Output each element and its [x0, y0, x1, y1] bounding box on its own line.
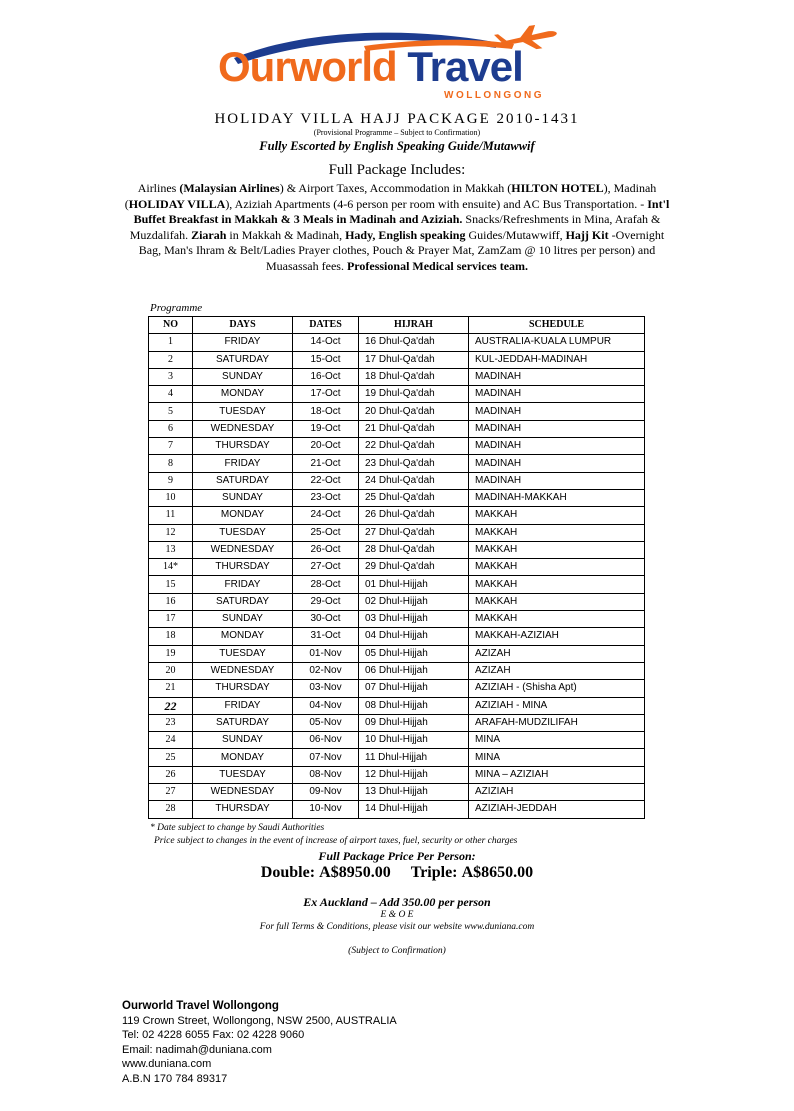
cell-hijrah: 23 Dhul-Qa'dah — [359, 455, 469, 472]
cell-hijrah: 21 Dhul-Qa'dah — [359, 420, 469, 437]
includes-part: HILTON HOTEL — [511, 181, 604, 195]
cell-date: 04-Nov — [293, 697, 359, 714]
table-row — [149, 680, 645, 697]
cell-date: 14-Oct — [293, 334, 359, 351]
includes-part: Hajj Kit — [565, 227, 609, 242]
cell-hijrah: 13 Dhul-Hijjah — [359, 784, 469, 801]
table-row — [149, 784, 645, 801]
cell-no: 27 — [149, 784, 193, 801]
includes-text — [122, 181, 672, 275]
cell-no: 11 — [149, 507, 193, 524]
table-row — [149, 541, 645, 558]
cell-hijrah: 16 Dhul-Qa'dah — [359, 334, 469, 351]
cell-schedule: MAKKAH — [469, 541, 645, 558]
cell-no: 9 — [149, 472, 193, 489]
table-row — [149, 749, 645, 766]
cell-date: 25-Oct — [293, 524, 359, 541]
price-line — [0, 864, 794, 882]
col-header-schedule: SCHEDULE — [469, 317, 645, 334]
cell-schedule: MADINAH — [469, 420, 645, 437]
cell-date: 03-Nov — [293, 680, 359, 697]
includes-part: -Overnight Bag, Man's Ihram & Belt/Ladies Prayer clothes, Pouch & Prayer Mat, ZamZam @ 10 litres per person) and Muasassah fees. — [138, 227, 665, 273]
cell-day: SUNDAY — [193, 611, 293, 628]
table-row — [149, 386, 645, 403]
cell-day: TUESDAY — [193, 766, 293, 783]
cell-no: 8 — [149, 455, 193, 472]
table-header-row — [149, 317, 645, 334]
footer-company-name: Ourworld Travel Wollongong — [122, 1000, 279, 1012]
logo-word-ourworld: Ourworld — [218, 43, 397, 90]
cell-schedule: AZIZIAH - MINA — [469, 697, 645, 714]
includes-part: Snacks/Refreshments in Mina, Arafah & Muzdalifah. — [129, 212, 661, 242]
footer-abn: A.B.N 170 784 89317 — [122, 1072, 228, 1085]
price-heading: Full Package Price Per Person: — [318, 849, 476, 863]
cell-schedule: MADINAH — [469, 438, 645, 455]
auckland-surcharge: Ex Auckland – Add 350.00 per person — [303, 895, 491, 909]
escort-subtitle: Fully Escorted by English Speaking Guide/Mutawwif — [259, 139, 535, 153]
price-note: Price subject to changes in the event of increase of airport taxes, fuel, security or other charges — [154, 836, 518, 846]
cell-hijrah: 18 Dhul-Qa'dah — [359, 368, 469, 385]
subject-note: (Subject to Confirmation) — [348, 946, 446, 956]
cell-date: 21-Oct — [293, 455, 359, 472]
cell-date: 27-Oct — [293, 559, 359, 576]
cell-day: WEDNESDAY — [193, 541, 293, 558]
cell-date: 07-Nov — [293, 749, 359, 766]
cell-schedule: MAKKAH — [469, 576, 645, 593]
cell-hijrah: 14 Dhul-Hijjah — [359, 801, 469, 818]
includes-part: ), Madinah ( — [124, 181, 657, 211]
table-row — [149, 611, 645, 628]
cell-schedule: MADINAH — [469, 368, 645, 385]
table-body — [149, 334, 645, 818]
cell-no: 12 — [149, 524, 193, 541]
price-double: Double: A$8950.00 — [260, 864, 391, 881]
cell-no: 3 — [149, 368, 193, 385]
cell-no: 2 — [149, 351, 193, 368]
eoe-note: E & O E — [380, 910, 414, 920]
date-note: * Date subject to change by Saudi Authorities — [150, 823, 325, 833]
includes-part: Guides/Mutawwiff, — [465, 227, 566, 242]
cell-schedule: MADINAH-MAKKAH — [469, 489, 645, 506]
cell-schedule: MAKKAH — [469, 611, 645, 628]
price-triple: Triple: A$8650.00 — [410, 864, 534, 881]
cell-schedule: KUL-JEDDAH-MADINAH — [469, 351, 645, 368]
cell-day: FRIDAY — [193, 697, 293, 714]
cell-no: 20 — [149, 662, 193, 679]
cell-day: WEDNESDAY — [193, 662, 293, 679]
cell-hijrah: 25 Dhul-Qa'dah — [359, 489, 469, 506]
cell-schedule: MINA – AZIZIAH — [469, 766, 645, 783]
cell-day: TUESDAY — [193, 645, 293, 662]
cell-schedule: MAKKAH — [469, 507, 645, 524]
cell-no: 22 — [149, 697, 193, 714]
cell-date: 29-Oct — [293, 593, 359, 610]
cell-date: 24-Oct — [293, 507, 359, 524]
col-header-hijrah: HIJRAH — [359, 317, 469, 334]
cell-hijrah: 01 Dhul-Hijjah — [359, 576, 469, 593]
table-row — [149, 472, 645, 489]
table-row — [149, 351, 645, 368]
logo-wordmark — [218, 43, 523, 90]
includes-heading: Full Package Includes: — [328, 162, 466, 178]
cell-day: FRIDAY — [193, 334, 293, 351]
cell-schedule: AUSTRALIA-KUALA LUMPUR — [469, 334, 645, 351]
cell-date: 31-Oct — [293, 628, 359, 645]
table-row — [149, 368, 645, 385]
table-row — [149, 576, 645, 593]
cell-date: 26-Oct — [293, 541, 359, 558]
cell-no: 4 — [149, 386, 193, 403]
cell-day: MONDAY — [193, 386, 293, 403]
cell-date: 17-Oct — [293, 386, 359, 403]
cell-date: 10-Nov — [293, 801, 359, 818]
cell-no: 15 — [149, 576, 193, 593]
cell-date: 06-Nov — [293, 732, 359, 749]
table-row — [149, 455, 645, 472]
col-header-no: NO — [149, 317, 193, 334]
table-row — [149, 801, 645, 818]
cell-no: 7 — [149, 438, 193, 455]
cell-schedule: MADINAH — [469, 386, 645, 403]
cell-hijrah: 06 Dhul-Hijjah — [359, 662, 469, 679]
contact-footer — [122, 999, 397, 1087]
cell-date: 08-Nov — [293, 766, 359, 783]
cell-hijrah: 22 Dhul-Qa'dah — [359, 438, 469, 455]
cell-no: 14* — [149, 559, 193, 576]
cell-day: THURSDAY — [193, 801, 293, 818]
footer-website: www.duniana.com — [122, 1058, 212, 1071]
includes-part: Professional Medical services team. — [346, 258, 529, 273]
cell-day: MONDAY — [193, 628, 293, 645]
table-row — [149, 714, 645, 731]
cell-hijrah: 03 Dhul-Hijjah — [359, 611, 469, 628]
cell-hijrah: 08 Dhul-Hijjah — [359, 697, 469, 714]
cell-date: 23-Oct — [293, 489, 359, 506]
includes-part: Int'l Buffet Breakfast in Makkah & 3 Meals in Madinah and Aziziah. — [133, 196, 670, 227]
cell-day: FRIDAY — [193, 576, 293, 593]
cell-hijrah: 20 Dhul-Qa'dah — [359, 403, 469, 420]
cell-day: THURSDAY — [193, 559, 293, 576]
cell-no: 26 — [149, 766, 193, 783]
includes-part: HOLIDAY VILLA — [128, 196, 226, 211]
cell-hijrah: 27 Dhul-Qa'dah — [359, 524, 469, 541]
cell-no: 16 — [149, 593, 193, 610]
includes-part: (Malaysian Airlines — [179, 181, 280, 195]
cell-day: SATURDAY — [193, 472, 293, 489]
table-row — [149, 593, 645, 610]
cell-day: FRIDAY — [193, 455, 293, 472]
table-row — [149, 559, 645, 576]
cell-no: 24 — [149, 732, 193, 749]
includes-part: in Makkah & Madinah, — [226, 227, 346, 242]
cell-hijrah: 12 Dhul-Hijjah — [359, 766, 469, 783]
table-row — [149, 662, 645, 679]
includes-part: ) & Airport Taxes, Accommodation in Makkah ( — [279, 181, 512, 195]
cell-no: 18 — [149, 628, 193, 645]
cell-hijrah: 02 Dhul-Hijjah — [359, 593, 469, 610]
table-row — [149, 628, 645, 645]
cell-day: SATURDAY — [193, 351, 293, 368]
page-title: HOLIDAY VILLA HAJJ PACKAGE 2010-1431 — [214, 111, 580, 127]
programme-label: Programme — [150, 302, 203, 314]
cell-date: 18-Oct — [293, 403, 359, 420]
cell-schedule: AZIZIAH - (Shisha Apt) — [469, 680, 645, 697]
programme-table — [148, 316, 645, 819]
cell-date: 02-Nov — [293, 662, 359, 679]
table-row — [149, 334, 645, 351]
table-row — [149, 489, 645, 506]
cell-no: 19 — [149, 645, 193, 662]
cell-day: THURSDAY — [193, 680, 293, 697]
cell-day: TUESDAY — [193, 524, 293, 541]
cell-day: SATURDAY — [193, 593, 293, 610]
cell-no: 10 — [149, 489, 193, 506]
cell-hijrah: 24 Dhul-Qa'dah — [359, 472, 469, 489]
cell-no: 1 — [149, 334, 193, 351]
includes-part: Ziarah — [191, 227, 227, 242]
cell-date: 09-Nov — [293, 784, 359, 801]
cell-date: 19-Oct — [293, 420, 359, 437]
cell-day: SUNDAY — [193, 732, 293, 749]
cell-day: MONDAY — [193, 507, 293, 524]
cell-day: SATURDAY — [193, 714, 293, 731]
cell-schedule: MAKKAH — [469, 559, 645, 576]
company-logo — [214, 24, 584, 106]
cell-schedule: MADINAH — [469, 403, 645, 420]
cell-date: 16-Oct — [293, 368, 359, 385]
cell-date: 22-Oct — [293, 472, 359, 489]
cell-no: 5 — [149, 403, 193, 420]
cell-day: THURSDAY — [193, 438, 293, 455]
cell-day: SUNDAY — [193, 368, 293, 385]
cell-hijrah: 09 Dhul-Hijjah — [359, 714, 469, 731]
cell-hijrah: 26 Dhul-Qa'dah — [359, 507, 469, 524]
table-row — [149, 697, 645, 714]
cell-schedule: MAKKAH — [469, 524, 645, 541]
footer-phone: Tel: 02 4228 6055 Fax: 02 4228 9060 — [122, 1029, 305, 1042]
cell-no: 25 — [149, 749, 193, 766]
cell-hijrah: 11 Dhul-Hijjah — [359, 749, 469, 766]
cell-date: 28-Oct — [293, 576, 359, 593]
cell-hijrah: 17 Dhul-Qa'dah — [359, 351, 469, 368]
cell-schedule: AZIZIAH — [469, 784, 645, 801]
cell-hijrah: 19 Dhul-Qa'dah — [359, 386, 469, 403]
cell-schedule: MAKKAH-AZIZIAH — [469, 628, 645, 645]
table-row — [149, 766, 645, 783]
table-row — [149, 732, 645, 749]
footer-address: 119 Crown Street, Wollongong, NSW 2500, AUSTRALIA — [122, 1014, 397, 1027]
logo-word-travel: Travel — [396, 43, 523, 90]
cell-hijrah: 10 Dhul-Hijjah — [359, 732, 469, 749]
table-row — [149, 420, 645, 437]
cell-hijrah: 04 Dhul-Hijjah — [359, 628, 469, 645]
table-row — [149, 507, 645, 524]
cell-schedule: MADINAH — [469, 472, 645, 489]
cell-day: MONDAY — [193, 749, 293, 766]
cell-no: 23 — [149, 714, 193, 731]
col-header-dates: DATES — [293, 317, 359, 334]
cell-no: 21 — [149, 680, 193, 697]
cell-schedule: MADINAH — [469, 455, 645, 472]
cell-hijrah: 28 Dhul-Qa'dah — [359, 541, 469, 558]
cell-schedule: AZIZAH — [469, 662, 645, 679]
cell-date: 20-Oct — [293, 438, 359, 455]
provisional-note: (Provisional Programme – Subject to Confirmation) — [313, 128, 481, 137]
cell-no: 17 — [149, 611, 193, 628]
cell-schedule: AZIZIAH-JEDDAH — [469, 801, 645, 818]
table-row — [149, 645, 645, 662]
cell-schedule: ARAFAH-MUDZILIFAH — [469, 714, 645, 731]
cell-day: TUESDAY — [193, 403, 293, 420]
cell-hijrah: 05 Dhul-Hijjah — [359, 645, 469, 662]
cell-schedule: MAKKAH — [469, 593, 645, 610]
cell-hijrah: 29 Dhul-Qa'dah — [359, 559, 469, 576]
table-row — [149, 438, 645, 455]
includes-part: Hady, English speaking — [345, 227, 466, 242]
cell-no: 6 — [149, 420, 193, 437]
cell-day: WEDNESDAY — [193, 420, 293, 437]
cell-schedule: MINA — [469, 749, 645, 766]
cell-date: 15-Oct — [293, 351, 359, 368]
cell-no: 13 — [149, 541, 193, 558]
cell-no: 28 — [149, 801, 193, 818]
cell-date: 01-Nov — [293, 645, 359, 662]
footer-email: Email: nadimah@duniana.com — [122, 1043, 272, 1056]
includes-part: ), Aziziah Apartments (4-6 person per room with ensuite) and AC Bus Transportation. - — [225, 196, 648, 211]
cell-day: SUNDAY — [193, 489, 293, 506]
table-row — [149, 403, 645, 420]
cell-day: WEDNESDAY — [193, 784, 293, 801]
cell-hijrah: 07 Dhul-Hijjah — [359, 680, 469, 697]
cell-date: 05-Nov — [293, 714, 359, 731]
cell-schedule: AZIZAH — [469, 645, 645, 662]
cell-date: 30-Oct — [293, 611, 359, 628]
terms-note: For full Terms & Conditions, please visit our website www.duniana.com — [259, 922, 535, 932]
col-header-days: DAYS — [193, 317, 293, 334]
includes-part: Airlines — [137, 181, 180, 195]
cell-schedule: MINA — [469, 732, 645, 749]
table-row — [149, 524, 645, 541]
logo-city: WOLLONGONG — [444, 90, 544, 101]
